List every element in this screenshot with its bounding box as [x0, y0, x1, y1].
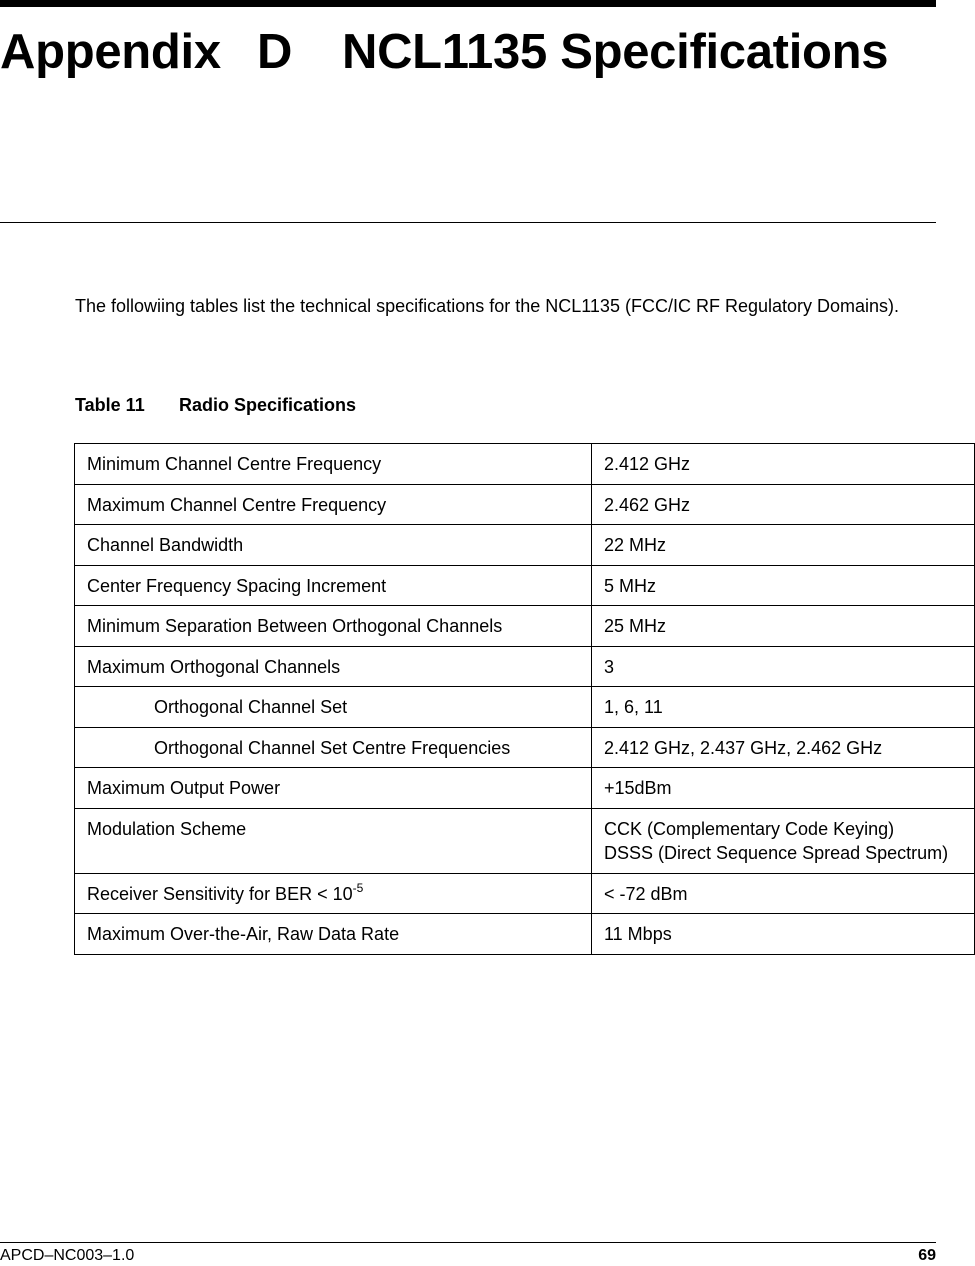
parameter-cell	[75, 914, 592, 955]
parameter-cell	[75, 444, 592, 485]
parameter-cell	[75, 768, 592, 809]
footer-rule	[0, 1242, 936, 1243]
table-row	[75, 606, 975, 647]
value-cell	[592, 727, 975, 768]
intro-paragraph: The followiing tables list the technical specifications for the NCL1135 (FCC/IC RF Regulatory Domains).	[75, 296, 900, 316]
table-row	[75, 687, 975, 728]
table-row	[75, 484, 975, 525]
parameter-label: Channel Bandwidth	[87, 535, 244, 555]
table-row	[75, 768, 975, 809]
value-cell	[592, 914, 975, 955]
parameter-cell	[75, 873, 592, 914]
chapter-title	[0, 22, 936, 82]
footer-doc-id: APCD–NC003–1.0	[0, 1247, 135, 1264]
parameter-cell	[75, 646, 592, 687]
table-row	[75, 444, 975, 485]
value-cell	[592, 525, 975, 566]
value-text: DSSS (Direct Sequence Spread Spectrum)	[604, 843, 949, 863]
parameter-cell	[75, 808, 592, 873]
footer-page-number: 69	[918, 1247, 936, 1264]
table-row	[75, 873, 975, 914]
value-cell	[592, 687, 975, 728]
parameter-cell	[75, 727, 592, 768]
parameter-label: Maximum Output Power	[87, 778, 281, 798]
value-cell	[592, 565, 975, 606]
parameter-cell	[75, 565, 592, 606]
parameter-label: Receiver Sensitivity for BER < 10	[87, 883, 353, 904]
parameter-cell	[75, 687, 592, 728]
value-text: 5 MHz	[604, 575, 657, 596]
table-row	[75, 565, 975, 606]
spec-table-body	[75, 444, 975, 955]
value-cell	[592, 873, 975, 914]
parameter-label: Orthogonal Channel Set	[154, 697, 348, 717]
value-cell	[592, 646, 975, 687]
parameter-label: Orthogonal Channel Set Centre Frequencies	[154, 737, 511, 758]
title-rule	[0, 222, 936, 223]
appendix-word: Appendix	[0, 25, 221, 79]
value-cell	[592, 444, 975, 485]
value-text: +15dBm	[604, 778, 672, 798]
radio-specifications-table	[74, 443, 975, 955]
parameter-label: Maximum Channel Centre Frequency	[87, 494, 387, 515]
parameter-label: Minimum Separation Between Orthogonal Channels	[87, 616, 503, 636]
parameter-label: Minimum Channel Centre Frequency	[87, 454, 382, 474]
parameter-exponent: -5	[352, 880, 364, 895]
table-caption-number: Table 11	[75, 395, 145, 415]
appendix-label	[0, 22, 342, 82]
parameter-cell	[75, 606, 592, 647]
table-row	[75, 914, 975, 955]
table-row	[75, 646, 975, 687]
parameter-cell	[75, 484, 592, 525]
parameter-label: Center Frequency Spacing Increment	[87, 575, 387, 596]
value-text: 2.462 GHz	[604, 494, 691, 515]
table-caption	[75, 395, 356, 416]
value-text: 3	[604, 656, 615, 677]
value-text: 2.412 GHz	[604, 454, 691, 474]
value-cell	[592, 768, 975, 809]
value-text: 25 MHz	[604, 616, 667, 636]
value-cell	[592, 484, 975, 525]
parameter-label: Maximum Over-the-Air, Raw Data Rate	[87, 924, 400, 944]
value-text: 11 Mbps	[604, 924, 672, 944]
value-cell	[592, 606, 975, 647]
table-caption-title: Radio Specifications	[179, 395, 357, 415]
table-row	[75, 525, 975, 566]
value-text: CCK (Complementary Code Keying)	[604, 818, 895, 839]
table-row	[75, 808, 975, 873]
table-row	[75, 727, 975, 768]
parameter-cell	[75, 525, 592, 566]
appendix-letter: D	[257, 25, 293, 79]
parameter-label: Maximum Orthogonal Channels	[87, 656, 341, 677]
value-text: 1, 6, 11	[604, 697, 663, 717]
value-text: 22 MHz	[604, 535, 667, 555]
top-rule	[0, 0, 936, 7]
value-cell	[592, 808, 975, 873]
value-text: < -72 dBm	[604, 883, 688, 904]
parameter-label: Modulation Scheme	[87, 818, 247, 839]
appendix-title: NCL1135 Specifications	[342, 25, 889, 79]
value-text: 2.412 GHz, 2.437 GHz, 2.462 GHz	[604, 737, 883, 758]
